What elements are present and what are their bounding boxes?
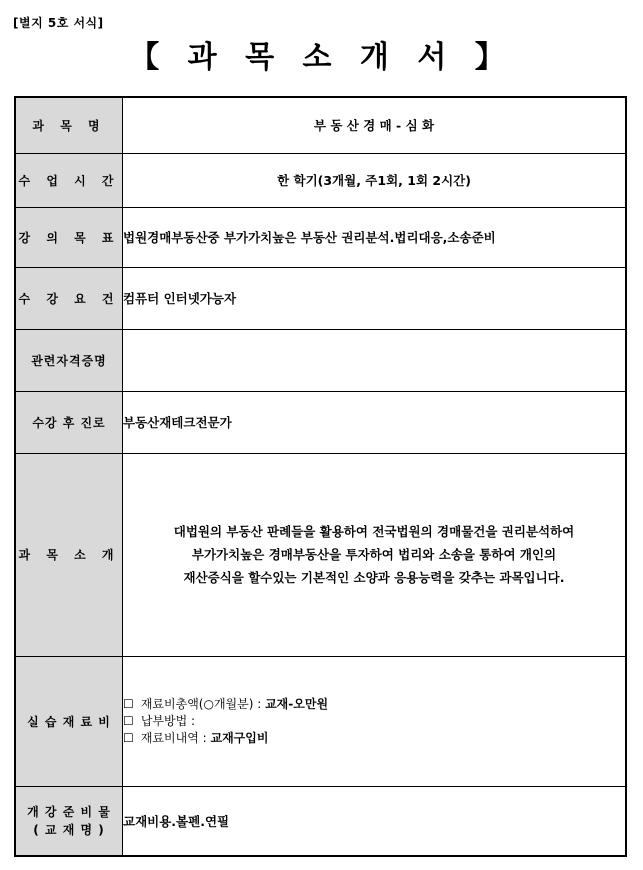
value-intro xyxy=(123,453,627,656)
value-career: 부동산재테크전문가 xyxy=(123,391,627,453)
intro-line: 부가가치높은 경매부동산을 투자하여 법리와 소송을 통하여 개인의 xyxy=(191,547,557,562)
row-certificate xyxy=(15,329,626,391)
label-subject: 과 목 명 xyxy=(15,97,123,153)
materials-item-label: 납부방법 : xyxy=(140,713,196,728)
row-requirement xyxy=(15,267,626,329)
value-prep: 교재비용.볼펜.연필 xyxy=(123,786,627,856)
value-materials xyxy=(123,656,627,786)
materials-item xyxy=(123,730,625,747)
materials-item-label: 재료비총액(○개월분) : xyxy=(140,696,262,711)
label-materials: 실 습 재 료 비 xyxy=(15,656,123,786)
checkbox-icon[interactable]: ☐ xyxy=(123,696,134,711)
value-requirement: 컴퓨터 인터넷가능자 xyxy=(123,267,627,329)
value-subject: 부 동 산 경 매 - 심 화 xyxy=(123,97,627,153)
label-intro: 과 목 소 개 xyxy=(15,453,123,656)
label-certificate: 관련자격증명 xyxy=(15,329,123,391)
intro-line: 재산증식을 할수있는 기본적인 소양과 응용능력을 갖추는 과목입니다. xyxy=(183,570,565,585)
row-intro xyxy=(15,453,626,656)
value-goal: 법원경매부동산중 부가가치높은 부동산 권리분석.법리대응,소송준비 xyxy=(123,207,627,267)
row-hours xyxy=(15,153,626,207)
form-code: [별지 5호 서식] xyxy=(13,16,104,30)
course-introduction-table xyxy=(14,96,627,857)
checkbox-icon[interactable]: ☐ xyxy=(123,713,134,728)
value-certificate xyxy=(123,329,627,391)
label-requirement: 수 강 요 건 xyxy=(15,267,123,329)
row-materials xyxy=(15,656,626,786)
materials-item xyxy=(123,713,625,730)
label-prep-line1: 개 강 준 비 물 xyxy=(27,804,111,819)
row-goal xyxy=(15,207,626,267)
document-title: 【 과 목 소 개 서 】 xyxy=(129,40,514,75)
row-subject xyxy=(15,97,626,153)
row-prep xyxy=(15,786,626,856)
materials-item-label: 재료비내역 : xyxy=(140,730,207,745)
materials-item-value: 교재구입비 xyxy=(210,730,269,745)
intro-line: 대법원의 부동산 판례들을 활용하여 전국법원의 경매물건을 권리분석하여 xyxy=(173,524,575,539)
value-hours: 한 학기(3개월, 주1회, 1회 2시간) xyxy=(123,153,627,207)
materials-item xyxy=(123,696,625,713)
intro-paragraph xyxy=(123,520,625,589)
label-goal: 강 의 목 표 xyxy=(15,207,123,267)
materials-item-value: 교재-오만원 xyxy=(265,696,329,711)
row-career xyxy=(15,391,626,453)
label-prep xyxy=(15,786,123,856)
label-prep-line2: ( 교 재 명 ) xyxy=(33,822,105,837)
checkbox-icon[interactable]: ☐ xyxy=(123,730,134,745)
label-career: 수강 후 진로 xyxy=(15,391,123,453)
label-hours: 수 업 시 간 xyxy=(15,153,123,207)
